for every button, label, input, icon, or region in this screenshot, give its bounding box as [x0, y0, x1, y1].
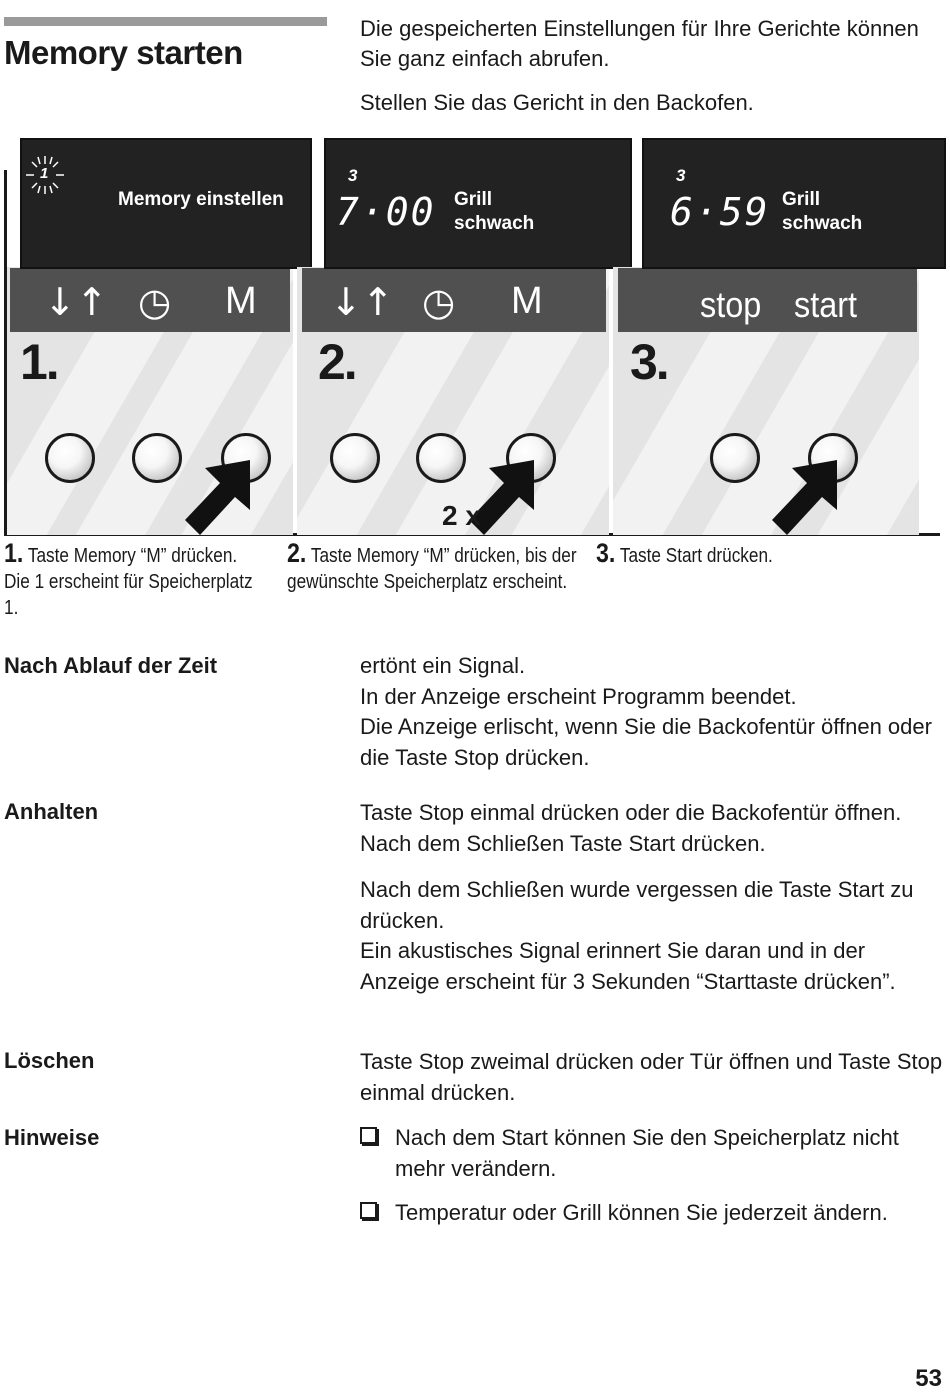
arrows-icon: ↓↑ — [330, 280, 394, 324]
display-panel-1 — [22, 140, 310, 267]
knob-arrows[interactable] — [330, 433, 380, 483]
page-number: 53 — [915, 1365, 942, 1392]
start-button-label: start — [794, 284, 858, 325]
checkbox-bullet-icon — [360, 1127, 377, 1144]
caption-number: 3. — [596, 538, 616, 568]
step-number: 2. — [318, 334, 356, 390]
step-caption — [596, 540, 923, 569]
intro-paragraph: Stellen Sie das Gericht in den Backofen. — [360, 90, 754, 115]
memory-slot-number: 3 — [348, 166, 358, 185]
section-label: Löschen — [4, 1048, 95, 1073]
control-bar — [10, 268, 290, 332]
display-mode: Grill — [782, 189, 821, 210]
display-panel-3 — [644, 140, 944, 267]
caption-text: Taste Memory “M” drücken. Die 1 erscheint für Speicherplatz 1. — [4, 545, 253, 619]
display-mode-level: schwach — [454, 213, 535, 234]
stop-button-label: stop — [700, 284, 762, 325]
checkbox-bullet-icon — [360, 1202, 377, 1219]
knob-clock[interactable] — [416, 433, 466, 483]
display-time: 7·00 — [336, 190, 436, 234]
clock-icon: ◷ — [138, 280, 172, 324]
caption-text: Taste Memory “M” drücken, bis der gewünschte Speicherplatz erscheint. — [287, 545, 577, 593]
list-item-text: Nach dem Start können Sie den Speicherplatz nicht mehr verändern. — [395, 1125, 899, 1181]
caption-number: 2. — [287, 538, 307, 568]
memory-slot-number: 1 — [40, 165, 49, 182]
control-bar — [302, 268, 606, 332]
control-bar — [618, 268, 917, 332]
press-count: 2 x — [442, 500, 481, 531]
section-label: Hinweise — [4, 1125, 100, 1150]
clock-icon: ◷ — [422, 280, 456, 324]
press-arrow-icon — [180, 455, 270, 540]
step-caption — [4, 540, 262, 621]
display-mode-level: schwach — [782, 213, 863, 234]
knob-stop[interactable] — [710, 433, 760, 483]
caption-text: Taste Start drücken. — [619, 545, 773, 567]
title-rule — [4, 17, 327, 26]
display-panel-2 — [326, 140, 630, 267]
section-label: Anhalten — [4, 799, 99, 824]
section-text: Taste Stop zweimal drücken oder Tür öffnen und Taste Stop einmal drücken. — [360, 1049, 943, 1105]
knob-clock[interactable] — [132, 433, 182, 483]
memory-button-label: M — [511, 280, 543, 322]
step-number: 3. — [630, 334, 668, 390]
arrows-icon: ↓↑ — [44, 280, 108, 324]
step-caption — [287, 540, 586, 595]
knob-arrows[interactable] — [45, 433, 95, 483]
section-text: Taste Stop einmal drücken oder die Backofentür öffnen. Nach dem Schließen Taste Start drücken. — [360, 800, 902, 856]
page-title: Memory starten — [4, 34, 243, 71]
memory-button-label: M — [225, 280, 257, 322]
display-mode: Grill — [454, 189, 493, 210]
list-item-text: Temperatur oder Grill können Sie jederzeit ändern. — [395, 1200, 888, 1225]
list-item — [360, 1198, 945, 1229]
list-item — [360, 1123, 945, 1184]
press-arrow-icon — [765, 455, 855, 540]
section-text: Nach dem Schließen wurde vergessen die Taste Start zu drücken. Ein akustisches Signal erinnert Sie daran und in der Anzeige erscheint für 3 Sekunden “Starttaste drücken”. — [360, 877, 914, 994]
display-time: 6·59 — [670, 190, 770, 234]
step-number: 1. — [20, 334, 58, 390]
section-text: ertönt ein Signal. In der Anzeige erscheint Programm beendet. Die Anzeige erlischt, wenn Sie die Backofentür öffnen oder die Taste Stop drücken. — [360, 653, 932, 770]
memory-slot-number: 3 — [676, 166, 686, 185]
caption-number: 1. — [4, 538, 24, 568]
section-label: Nach Ablauf der Zeit — [4, 653, 218, 678]
intro-paragraph: Die gespeicherten Einstellungen für Ihre Gerichte können Sie ganz einfach abrufen. — [360, 16, 919, 71]
display-label: Memory einstellen — [118, 189, 284, 210]
